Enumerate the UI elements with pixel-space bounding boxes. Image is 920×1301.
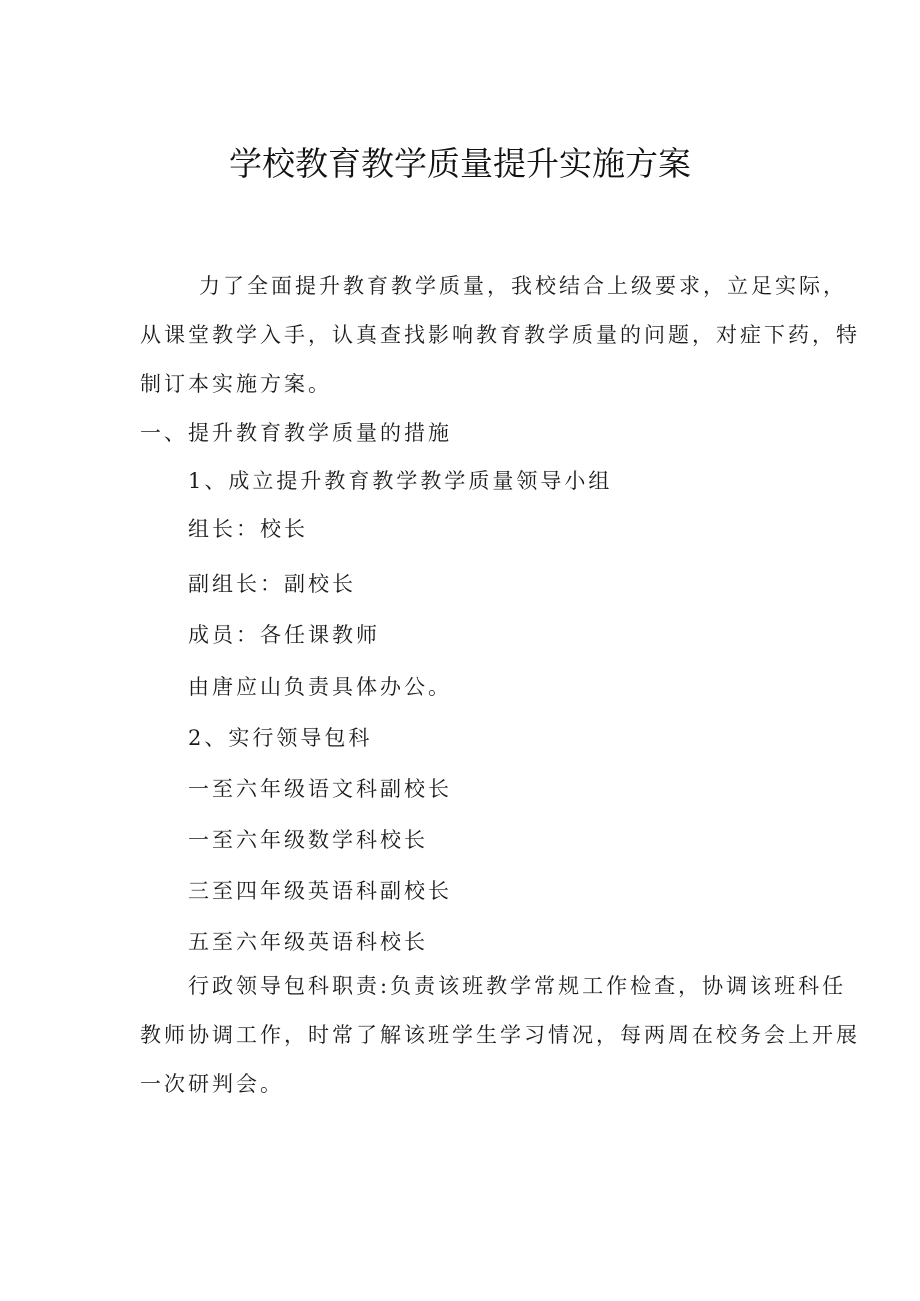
item-heading: 2、实行领导包科 xyxy=(188,726,373,750)
list-item: 一至六年级语文科副校长 xyxy=(188,777,452,801)
duty-line: 教师协调工作，时常了解该班学生学习情况，每两周在校务会上开展 xyxy=(140,1023,860,1047)
duty-line: 一次研判会。 xyxy=(140,1072,284,1096)
list-item: 三至四年级英语科副校长 xyxy=(188,879,452,903)
list-item: 成员：各任课教师 xyxy=(188,623,380,647)
duty-line: 行政领导包科职责:负责该班教学常规工作检查，协调该班科任 xyxy=(188,974,847,998)
list-item: 五至六年级英语科校长 xyxy=(188,930,428,954)
section-heading: 一、提升教育教学质量的措施 xyxy=(140,421,452,445)
list-item: 一至六年级数学科校长 xyxy=(188,828,428,852)
item-heading: 1、成立提升教育教学教学质量领导小组 xyxy=(188,469,613,493)
intro-line: 从课堂教学入手，认真查找影响教育教学质量的问题，对症下药，特 xyxy=(140,323,860,347)
list-item: 副组长：副校长 xyxy=(188,572,356,596)
list-item: 由唐应山负责具体办公。 xyxy=(188,675,452,699)
intro-line: 制订本实施方案。 xyxy=(140,372,332,396)
intro-line: 力了全面提升教育教学质量，我校结合上级要求，立足实际， xyxy=(199,274,847,298)
document-title: 学校教育教学质量提升实施方案 xyxy=(229,144,691,183)
list-item: 组长：校长 xyxy=(188,517,308,541)
